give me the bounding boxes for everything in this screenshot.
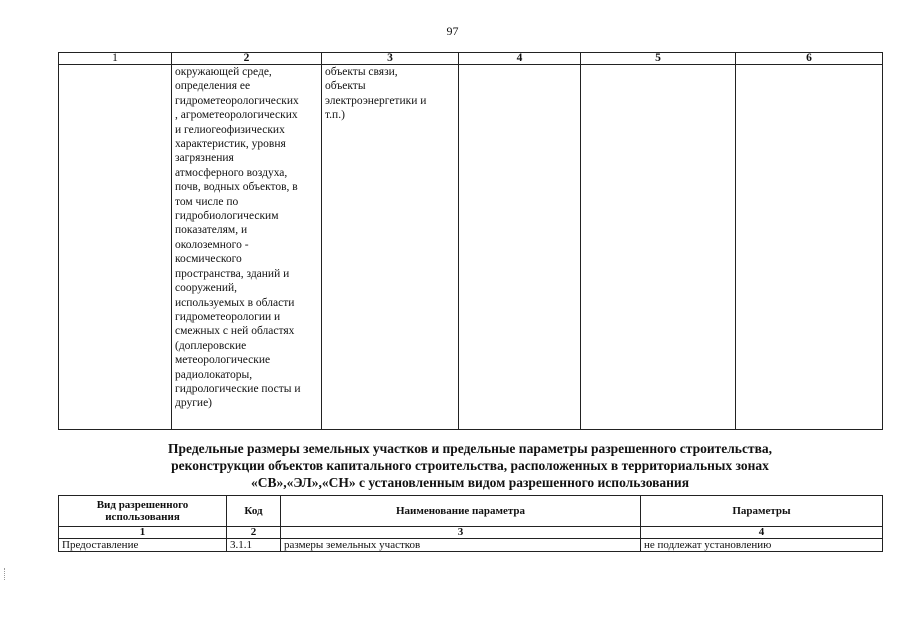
section-title: Предельные размеры земельных участков и предельные параметры разрешенного строительства, реконструкции объектов капитального строительства, расположенных в территориальных зонах «СВ»,«ЭЛ»,«СН» с установленным видом разрешенного использования bbox=[168, 441, 772, 490]
table-header-row bbox=[59, 53, 883, 65]
table-cell bbox=[736, 65, 883, 430]
table-cell: 3.1.1 bbox=[227, 539, 281, 552]
column-number: 2 bbox=[227, 527, 281, 539]
table-cell: не подлежат установлению bbox=[641, 539, 883, 552]
table-row bbox=[59, 539, 883, 552]
column-header: 4 bbox=[459, 53, 581, 65]
table-row bbox=[59, 65, 883, 430]
margin-mark bbox=[4, 568, 11, 580]
column-header: 2 bbox=[172, 53, 322, 65]
column-header: Код bbox=[227, 496, 281, 527]
column-header: 6 bbox=[736, 53, 883, 65]
table-cell: Предоставление bbox=[59, 539, 227, 552]
table-header-row bbox=[59, 496, 883, 527]
table-cell: размеры земельных участков bbox=[281, 539, 641, 552]
page-number: 97 bbox=[446, 24, 459, 38]
cell-text: объекты связи, объекты электроэнергетики и т.п.) bbox=[325, 66, 427, 122]
table-cell bbox=[322, 65, 459, 430]
column-header: Параметры bbox=[641, 496, 883, 527]
column-number: 4 bbox=[641, 527, 883, 539]
column-number: 3 bbox=[281, 527, 641, 539]
column-number-row bbox=[59, 527, 883, 539]
cell-text: окружающей среде, определения ее гидрометеорологических , агрометеорологических и гелиогеофизических характеристик, уровня загрязнения атмосферного воздуха, почв, водных объектов, в том числе по гидробиологическим показателям, и околоземного - космического пространства, зданий и сооружений, используемых в области гидрометеорологии и смежных с ней областях (доплеровские метеорологические радиолокаторы, гидрологические посты и другие) bbox=[175, 66, 301, 410]
column-header: Наименование параметра bbox=[281, 496, 641, 527]
column-header: 5 bbox=[581, 53, 736, 65]
column-header: 1 bbox=[59, 53, 172, 65]
table-cell bbox=[172, 65, 322, 430]
column-number: 1 bbox=[59, 527, 227, 539]
continuation-table bbox=[58, 52, 883, 430]
table-cell bbox=[59, 65, 172, 430]
parameters-table bbox=[58, 495, 883, 552]
column-header: 3 bbox=[322, 53, 459, 65]
table-cell bbox=[459, 65, 581, 430]
table-cell bbox=[581, 65, 736, 430]
column-header: Вид разрешенного использования bbox=[59, 496, 227, 527]
